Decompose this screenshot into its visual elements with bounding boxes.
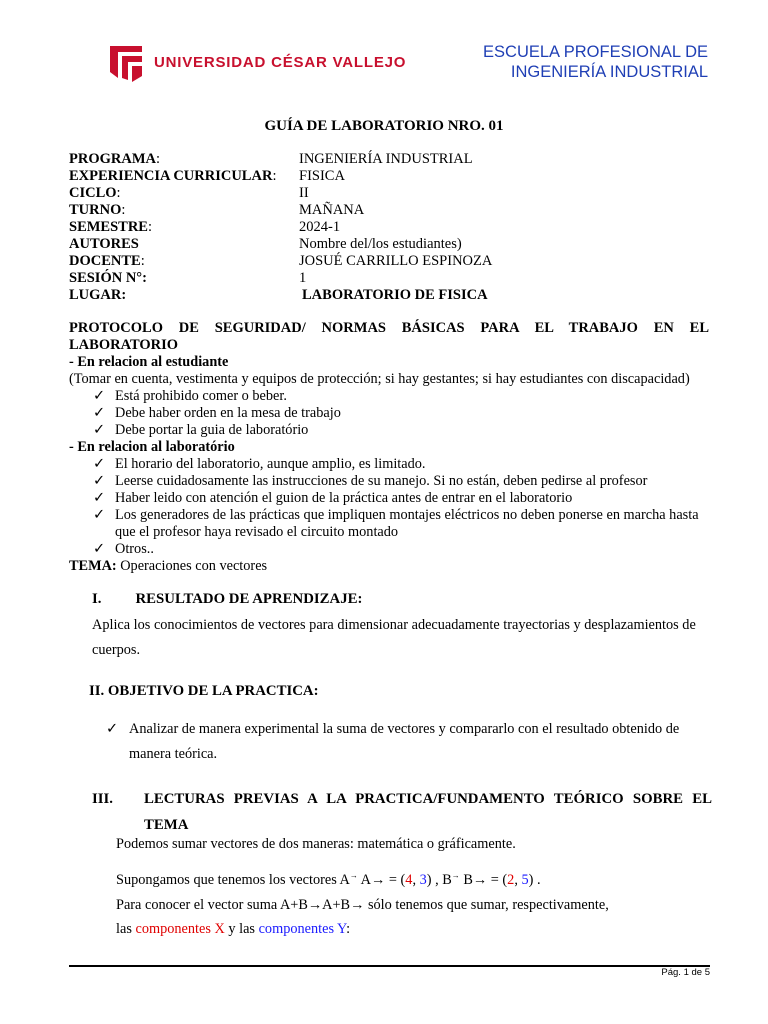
list-item: ✓ Debe portar la guia de laboratório xyxy=(93,422,309,438)
student-note: (Tomar en cuenta, vestimenta y equipos de protección; si hay gestantes; si hay estudiantes con discapacidad) xyxy=(69,371,690,387)
checkmark-icon: ✓ xyxy=(93,422,105,438)
checkmark-icon: ✓ xyxy=(93,473,105,489)
tema-line: TEMA: Operaciones con vectores xyxy=(69,558,268,574)
info-row: SEMESTRE: 2024-1 xyxy=(69,219,341,235)
list-item: ✓ Otros.. xyxy=(93,541,154,557)
document-title: GUÍA DE LABORATORIO NRO. 01 xyxy=(264,118,504,134)
info-row: PROGRAMA: INGENIERÍA INDUSTRIAL xyxy=(69,151,473,167)
school-name xyxy=(483,42,708,82)
checkmark-icon: ✓ xyxy=(93,456,105,472)
checkmark-icon: ✓ xyxy=(93,541,105,557)
university-name: UNIVERSIDAD CÉSAR VALLEJO xyxy=(154,53,407,71)
checkmark-icon: ✓ xyxy=(93,405,105,421)
school-line-2: INGENIERÍA INDUSTRIAL xyxy=(510,63,708,81)
checkmark-icon: ✓ xyxy=(106,721,118,737)
footer-divider xyxy=(69,965,710,967)
list-item: ✓ Haber leido con atención el guion de la práctica antes de entrar en el laboratorio xyxy=(93,490,573,506)
protocol-heading: PROTOCOLO DE SEGURIDAD/ NORMAS BÁSICAS PARA EL TRABAJO EN EL LABORATORIO xyxy=(69,320,709,353)
protocol-body xyxy=(69,354,709,575)
section-3-heading: III. LECTURAS PREVIAS A LA PRACTICA/FUNDAMENTO TEÓRICO SOBRE EL TEMA xyxy=(92,791,712,833)
university-logo xyxy=(108,40,406,84)
ucv-logo-icon xyxy=(108,42,144,82)
info-row: AUTORES Nombre del/los estudiantes) xyxy=(69,236,462,252)
list-item: ✓ Los generadores de las prácticas que impliquen montajes eléctricos no deben ponerse en marcha hasta que el profesor haya revisado el circuito montado xyxy=(93,507,699,540)
theory-p3: Para conocer el vector suma A+B→A+B→ sólo tenemos que sumar, respectivamente, xyxy=(116,897,609,913)
info-row: LUGAR: LABORATORIO DE FISICA xyxy=(69,287,488,303)
student-heading: - En relacion al estudiante xyxy=(69,354,229,370)
theory-p2: Supongamos que tenemos los vectores A→ A→ = (4, 3) , B→ B→ = (2, 5) . xyxy=(116,871,541,888)
info-row: EXPERIENCIA CURRICULAR: FISICA xyxy=(69,168,345,184)
info-row: DOCENTE: JOSUÉ CARRILLO ESPINOZA xyxy=(69,253,493,269)
info-row: TURNO: MAÑANA xyxy=(69,202,365,218)
lab-heading: - En relacion al laboratório xyxy=(69,439,235,455)
page-number: Pág. 1 de 5 xyxy=(661,967,710,978)
checkmark-icon: ✓ xyxy=(93,507,105,523)
info-row: SESIÓN N°: 1 xyxy=(69,270,307,286)
school-line-1: ESCUELA PROFESIONAL DE xyxy=(483,43,708,61)
list-item: ✓ Debe haber orden en la mesa de trabajo xyxy=(93,405,341,421)
checkmark-icon: ✓ xyxy=(93,490,105,506)
section-1-text: Aplica los conocimientos de vectores para dimensionar adecuadamente trayectorias y desplazamientos de cuerpos. xyxy=(92,617,696,658)
checkmark-icon: ✓ xyxy=(93,388,105,404)
list-item: ✓ El horario del laboratorio, aunque amplio, es limitado. xyxy=(93,456,426,472)
course-info xyxy=(69,151,492,304)
info-row: CICLO: II xyxy=(69,185,309,201)
section-1-heading: I. RESULTADO DE APRENDIZAJE: xyxy=(92,591,363,607)
section-2-item: ✓ Analizar de manera experimental la suma de vectores y compararlo con el resultado obtenido de manera teórica. xyxy=(106,717,711,767)
theory-p1: Podemos sumar vectores de dos maneras: matemática o gráficamente. xyxy=(116,836,516,852)
list-item: ✓ Está prohibido comer o beber. xyxy=(93,388,287,404)
theory-p4: las componentes X y las componentes Y: xyxy=(116,921,351,937)
section-2-heading: II. OBJETIVO DE LA PRACTICA: xyxy=(89,683,319,699)
list-item: ✓ Leerse cuidadosamente las instrucciones de su manejo. Si no están, deben pedirse al profesor xyxy=(93,473,648,489)
